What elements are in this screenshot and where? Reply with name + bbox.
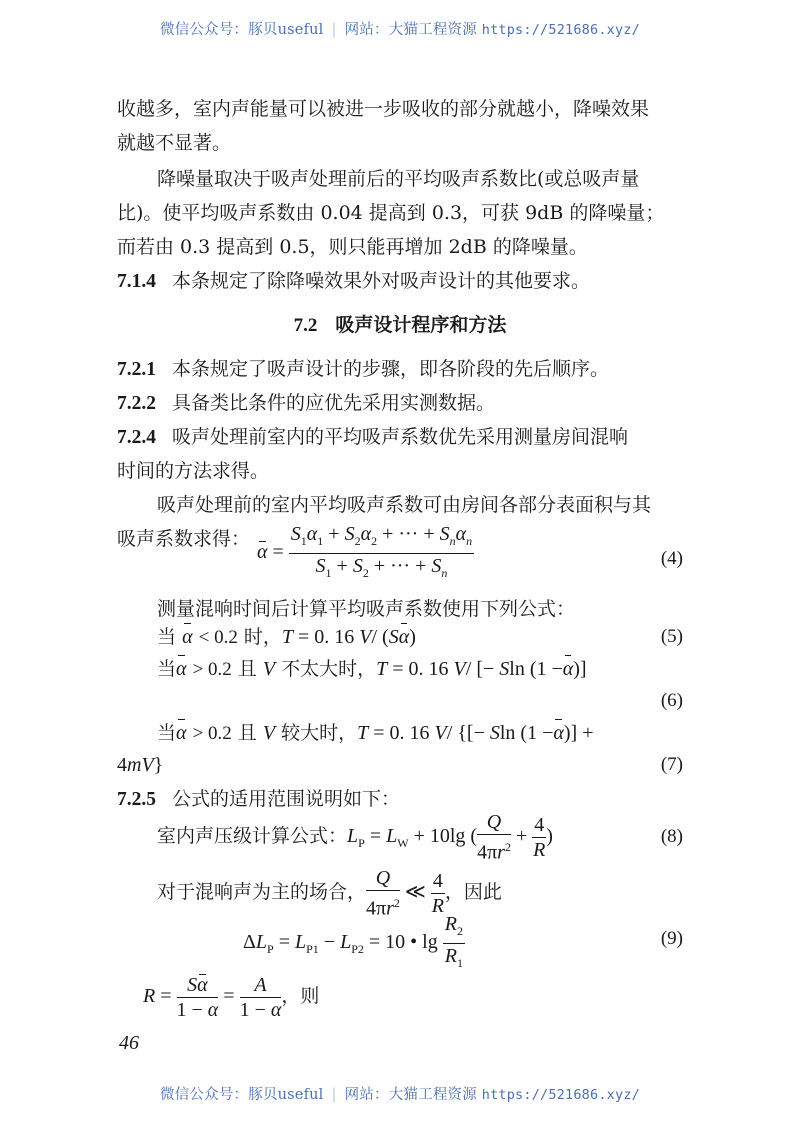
watermark-separator: | — [331, 22, 337, 38]
paragraph-line: 比)。使平均吸声系数由 0.04 提高到 0.3，可获 9dB 的降噪量； — [117, 202, 665, 224]
clause-text: 具备类比条件的应优先采用实测数据。 — [172, 392, 496, 414]
clause-text: 吸声处理前室内的平均吸声系数优先采用测量房间混响 — [172, 426, 629, 448]
paragraph-line: 吸声处理前的室内平均吸声系数可由房间各部分表面积与其 — [157, 494, 652, 516]
clause-7-2-2 — [117, 388, 495, 419]
watermark-wechat: 微信公众号：豚贝useful — [160, 1087, 324, 1103]
clause-7-1-4 — [117, 266, 590, 297]
watermark-url: https://521686.xyz/ — [481, 22, 640, 38]
clause-7-2-1 — [117, 354, 609, 385]
equation-9: $\Delta L_P = L_{P1} - L_{P2} = 10$ • lg $\frac{R_2}{R_1}$ — [243, 913, 463, 970]
clause-number: 7.1.4 — [117, 271, 156, 292]
condition-label: 对于混响声为主的场合， — [157, 881, 367, 903]
section-heading — [117, 310, 683, 341]
watermark-site: 网站：大猫工程资源 — [344, 22, 477, 38]
equation-number: (9) — [660, 928, 683, 949]
clause-text: 本条规定了吸声设计的步骤，即各阶段的先后顺序。 — [172, 358, 610, 380]
watermark-footer — [0, 1083, 800, 1104]
paragraph-line: 时间的方法求得。 — [117, 460, 270, 482]
equation-number: (7) — [660, 754, 683, 775]
therefore-text: ，因此 — [444, 881, 502, 903]
clause-number: 7.2.1 — [117, 359, 156, 380]
equation-4: α = $\frac{S_1\alpha_1 + S_2\alpha_2 + \cdot\cdot\cdot + S_n\alpha_n}{S_1 + S_2 + \cdot\cdot\cdot + S_n}$ — [257, 522, 474, 585]
watermark-header — [0, 18, 800, 39]
paragraph-line: 降噪量取决于吸声处理前后的平均吸声系数比(或总吸声量 — [157, 168, 640, 190]
fraction: $\frac{S_1\alpha_1 + S_2\alpha_2 + \cdot\cdot\cdot + S_n\alpha_n}{S_1 + S_2 + \cdot\cdot\cdot + S_n}$ — [290, 523, 473, 580]
clause-number: 7.2.5 — [117, 789, 156, 810]
equation-number: (4) — [660, 548, 683, 569]
equation-7-continued: 4mV} — [117, 754, 164, 776]
clause-7-2-4 — [117, 422, 628, 453]
paragraph-line: 测量混响时间后计算平均吸声系数使用下列公式： — [157, 598, 576, 620]
section-number: 7.2 — [293, 315, 318, 336]
equation-7: 当α > 0.2 且 V 较大时，T = 0. 16 V/ {[− Sln (1 −α)] + — [117, 718, 593, 749]
equation-8: 室内声压级计算公式：$L_P = L_W + 10\lg$ ( $\frac{Q}{4\pi r^2}$ + $\frac{4}{R}$ ) — [157, 811, 553, 864]
clause-text: 本条规定了除降噪效果外对吸声设计的其他要求。 — [172, 270, 591, 292]
paragraph-line: 就越不显著。 — [117, 132, 232, 154]
equation-number: (8) — [660, 826, 683, 847]
equation-label: 室内声压级计算公式： — [157, 825, 348, 847]
equation-number: (6) — [660, 690, 683, 711]
equation-6: 当α > 0.2 且 V 不太大时，T = 0. 16 V/ [− Sln (1 −α)] — [117, 654, 587, 685]
watermark-wechat: 微信公众号：豚贝useful — [160, 22, 324, 38]
paragraph-line: 而若由 0.3 提高到 0.5，则只能再增加 2dB 的降噪量。 — [117, 236, 588, 258]
paragraph-line: 吸声系数求得： — [117, 528, 251, 550]
condition-prefix: 当 — [157, 626, 177, 648]
clause-number: 7.2.2 — [117, 393, 156, 414]
clause-number: 7.2.4 — [117, 427, 156, 448]
section-title: 吸声设计程序和方法 — [335, 314, 507, 336]
equation-number: (5) — [660, 626, 683, 647]
then-text: ，则 — [281, 985, 320, 1007]
equation-5: 当 α < 0.2 时，T = 0. 16 V/ (Sα) — [117, 622, 416, 653]
clause-text: 公式的适用范围说明如下： — [172, 788, 401, 810]
paragraph-line: 收越多，室内声能量可以被进一步吸收的部分就越小，降噪效果 — [117, 98, 650, 120]
watermark-separator: | — [331, 1087, 337, 1103]
watermark-site: 网站：大猫工程资源 — [344, 1087, 477, 1103]
equation-r: R = $\frac{S\alpha}{1 - \alpha}$ = $\frac{A}{1 - \alpha}$ ，则 — [143, 973, 320, 1021]
watermark-url: https://521686.xyz/ — [481, 1087, 640, 1103]
reverb-condition: 对于混响声为主的场合， $\frac{Q}{4\pi r^2}$ ≪ $\frac{4}{R}$ ，因此 — [157, 867, 502, 920]
page-number: 46 — [119, 1032, 139, 1054]
